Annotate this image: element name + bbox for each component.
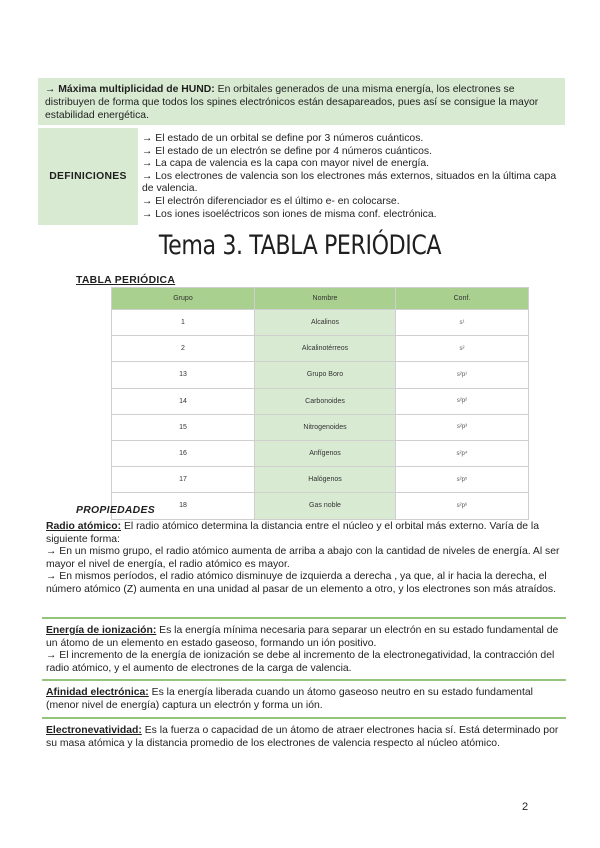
table-header-row — [112, 288, 529, 310]
header-conf: Conf. — [396, 288, 529, 310]
cell-conf: s²p⁴ — [396, 440, 529, 466]
cell-nombre: Halógenos — [255, 467, 396, 493]
section-divider — [42, 717, 566, 719]
table-row — [112, 493, 529, 519]
cell-nombre: Gas noble — [255, 493, 396, 519]
table-row — [112, 467, 529, 493]
cell-grupo: 1 — [112, 310, 255, 336]
cell-grupo: 15 — [112, 414, 255, 440]
hund-text: En orbitales generados de una misma energía, los electrones se distribuyen de forma que todos los spines electrónicos están desapareados, pues así se consigue la mayor estabilidad energética. — [45, 84, 539, 121]
header-grupo: Grupo — [112, 288, 255, 310]
afinidad-text: Es la energía liberada cuando un átomo gaseoso neutro en su estado fundamental (menor nivel de energía) captura un electrón y forma un ión. — [46, 687, 533, 711]
table-row — [112, 440, 529, 466]
afinidad-section — [46, 687, 566, 712]
definicion-item: → El electrón diferenciador es el último e- en colocarse. — [142, 195, 400, 207]
definiciones-box — [38, 128, 565, 225]
cell-conf: s¹ — [396, 310, 529, 336]
definiciones-label: DEFINICIONES — [38, 128, 138, 225]
definicion-item: → La capa de valencia es la capa con mayor nivel de energía. — [142, 158, 430, 170]
definicion-item: → El estado de un electrón se define por 4 números cuánticos. — [142, 145, 432, 157]
ionizacion-text: Es la energía mínima necesaria para separar un electrón en su estado fundamental de un átomo de un elemento en estado gaseoso, formando un ión positivo. — [46, 625, 559, 649]
cell-nombre: Alcalinotérreos — [255, 336, 396, 362]
ionizacion-section — [46, 625, 566, 675]
radio-text: El radio atómico determina la distancia entre el núcleo y el orbital más externo. Varía de la siguiente forma: — [46, 521, 540, 545]
definicion-item: → El estado de un orbital se define por 3 números cuánticos. — [142, 133, 424, 144]
cell-grupo: 18 — [112, 493, 255, 519]
header-nombre: Nombre — [255, 288, 396, 310]
cell-conf: s²p² — [396, 388, 529, 414]
periodic-groups-table — [111, 287, 529, 520]
hund-title: → Máxima multiplicidad de HUND: — [45, 84, 215, 95]
propiedades-heading: PROPIEDADES — [76, 505, 155, 516]
table-row — [112, 388, 529, 414]
section-divider — [42, 679, 566, 681]
table-row — [112, 362, 529, 388]
section-divider — [42, 617, 566, 619]
table-row — [112, 310, 529, 336]
radio-atomico-section — [46, 521, 566, 597]
page-number: 2 — [522, 801, 529, 813]
table-title: TABLA PERIÓDICA — [76, 275, 176, 286]
cell-conf: s²p¹ — [396, 362, 529, 388]
ionizacion-point: → El incremento de la energía de ionización se debe al incremento de la electronegatividad, la contracción del radio atómico, y el aumento de electrones de la carga de valencia. — [46, 650, 555, 674]
definiciones-list — [138, 128, 565, 225]
cell-nombre: Anfígenos — [255, 440, 396, 466]
definicion-item: → Los electrones de valencia son los electrones más externos, situados en la última capa de valencia. — [142, 170, 557, 195]
electroneg-heading: Electronevatividad: — [46, 725, 142, 736]
table-row — [112, 414, 529, 440]
ionizacion-heading: Energía de ionización: — [46, 625, 157, 636]
cell-grupo: 2 — [112, 336, 255, 362]
table-row — [112, 336, 529, 362]
cell-grupo: 17 — [112, 467, 255, 493]
cell-nombre: Nitrogenoides — [255, 414, 396, 440]
definicion-item: → Los iones isoeléctricos son iones de misma conf. electrónica. — [142, 208, 437, 220]
radio-point: → En mismos períodos, el radio atómico disminuye de izquierda a derecha , ya que, al ir hacia la derecha, el número atómico (Z) aumenta en una unidad al pasar de un elemento a otro, y los electrones son más atraídos. — [46, 571, 557, 595]
hund-rule-box — [38, 78, 565, 125]
cell-grupo: 13 — [112, 362, 255, 388]
radio-heading: Radio atómico: — [46, 521, 122, 532]
cell-grupo: 14 — [112, 388, 255, 414]
electronegatividad-section — [46, 725, 566, 750]
radio-point: → En un mismo grupo, el radio atómico aumenta de arriba a abajo con la cantidad de niveles de energía. Al ser mayor el nivel de energía, el radio atómico es mayor. — [46, 546, 560, 570]
cell-conf: s² — [396, 336, 529, 362]
electroneg-text: Es la fuerza o capacidad de un átomo de atraer electrones hacia sí. Está determinado por su masa atómica y la distancia promedio de los electrones de valencia respecto al núcleo atómico. — [46, 725, 559, 749]
cell-nombre: Carbonoides — [255, 388, 396, 414]
cell-nombre: Alcalinos — [255, 310, 396, 336]
cell-conf: s²p³ — [396, 414, 529, 440]
cell-conf: s²p⁶ — [396, 493, 529, 519]
cell-grupo: 16 — [112, 440, 255, 466]
cell-nombre: Grupo Boro — [255, 362, 396, 388]
cell-conf: s²p⁵ — [396, 467, 529, 493]
afinidad-heading: Afinidad electrónica: — [46, 687, 149, 698]
page-title: Tema 3. TABLA PERIÓDICA — [158, 230, 442, 261]
